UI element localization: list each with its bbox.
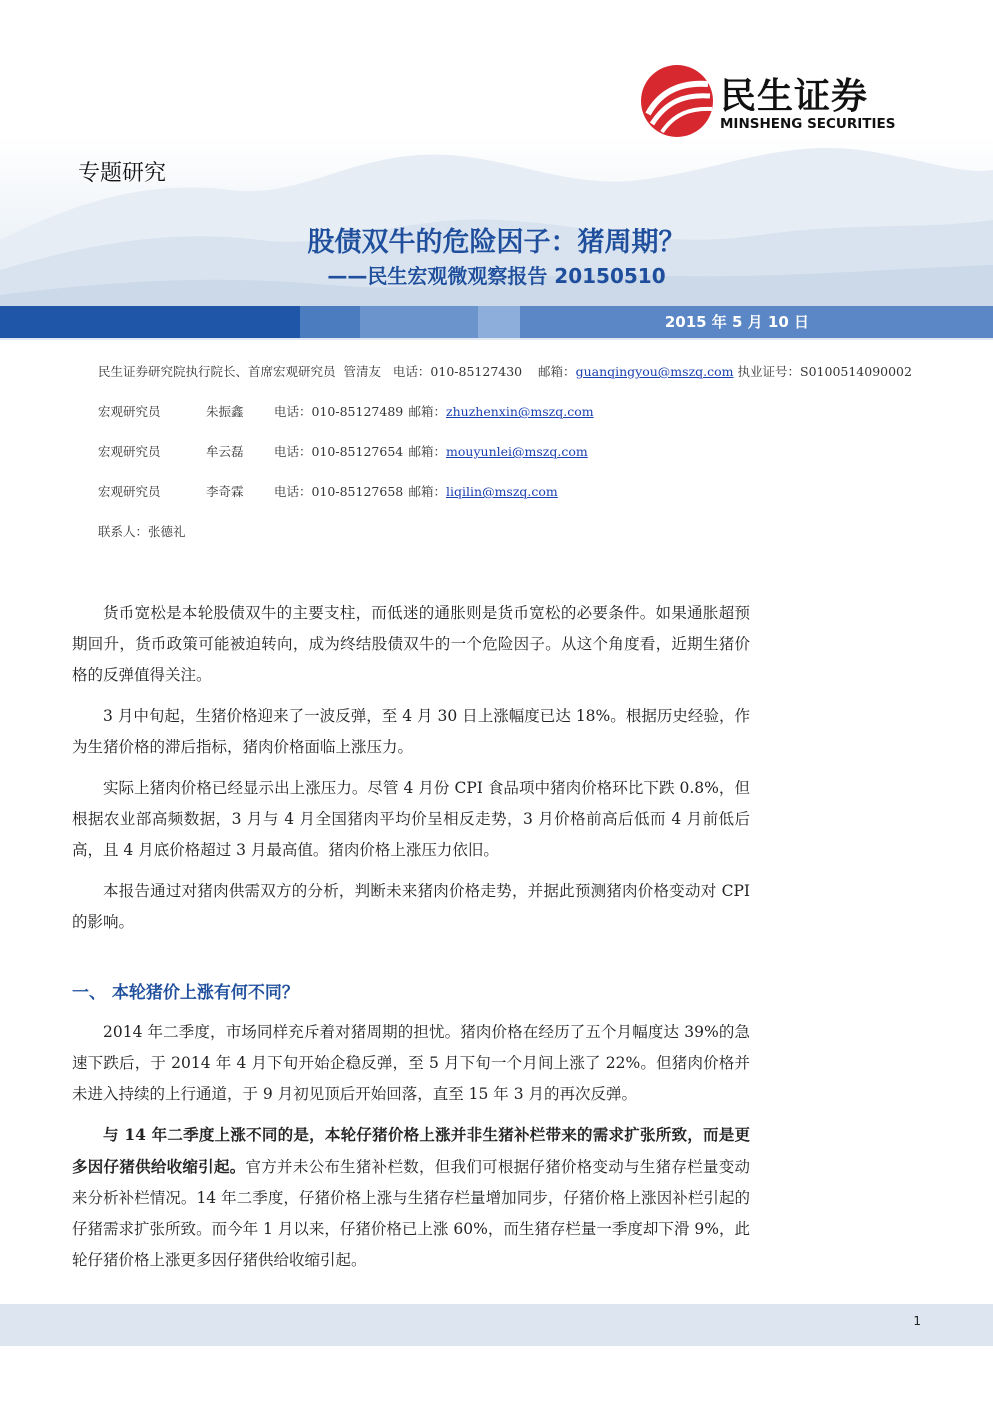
author-email-link[interactable]: zhuzhenxin@mszq.com [446,404,594,419]
author-name: 李奇霖 [206,484,244,499]
phone-label: 电话： [392,364,431,379]
summary-paragraph: 货币宽松是本轮股债双牛的主要支柱，而低迷的通胀则是货币宽松的必要条件。如果通胀超预期回升，货币政策可能被迫转向，成为终结股债双牛的一个危险因子。从这个角度看，近期生猪价格的反弹值得关注。 [72,604,750,684]
section-heading: 一、 本轮猪价上涨有何不同？ [72,983,299,1003]
phone-label: 电话： [274,484,312,499]
contact-person: 联系人：张德礼 [98,524,186,539]
email-label: 邮箱： [408,404,447,419]
summary-paragraph: 本报告通过对猪肉供需双方的分析，判断未来猪肉价格走势，并据此预测猪肉价格变动对 CPI 的影响。 [72,882,750,931]
phone-label: 电话： [274,444,312,459]
section-paragraph: 2014 年二季度，市场同样充斥着对猪周期的担忧。猪肉价格在经历了五个月幅度达 39%的急速下跌后，于 2014 年 4 月下旬开始企稳反弹，至 5 月下旬一个月间上涨了 22%。但猪肉价格并未进入持续的上行通道，于 9 月初见顶后开始回落，直至 15 年 3 月的再次反弹。 [72,1023,750,1103]
author-email-link[interactable]: mouyunlei@mszq.com [446,444,588,459]
page-number: 1 [913,1314,921,1328]
report-date: 2015 年 5 月 10 日 [664,313,809,331]
report-subtitle: ——民生宏观微观察报告 20150510 [327,264,666,288]
email-label: 邮箱： [538,364,576,379]
author-email-link[interactable]: guanqingyou@mszq.com [575,364,734,379]
author-row-lead [98,362,958,402]
paragraph-text: 官方并未公布生猪补栏数，但我们可根据仔猪价格变动与生猪存栏量变动来分析补栏情况。14 年二季度，仔猪价格上涨与生猪存栏量增加同步，仔猪价格上涨因补栏引起的仔猪需求扩张所致。而今年 1 月以来，仔猪价格已上涨 60%，而生猪存栏量一季度却下滑 9%，此轮仔猪价格上涨更多因仔猪供给收缩引起。 [72,1158,750,1269]
author-phone: 010-85127658 [311,484,404,499]
logo-english-name: MINSHENG SECURITIES [720,116,896,132]
author-phone: 010-85127430 [430,364,523,379]
summary-paragraph: 3 月中旬起，生猪价格迎来了一波反弹，至 4 月 30 日上涨幅度已达 18%。根据历史经验，作为生猪价格的滞后指标，猪肉价格面临上涨压力。 [72,707,750,756]
author-title: 宏观研究员 [98,444,161,459]
author-name: 朱振鑫 [206,404,244,419]
company-logo [638,62,928,142]
author-phone: 010-85127654 [311,444,404,459]
author-title: 民生证券研究院执行院长、首席宏观研究员 [98,364,336,379]
author-email-link[interactable]: liqilin@mszq.com [446,484,558,499]
phone-label: 电话： [274,404,312,419]
email-label: 邮箱： [408,484,447,499]
author-title: 宏观研究员 [98,484,161,499]
author-cert: S0100514090002 [800,364,912,379]
contact-row [98,522,958,562]
author-title: 宏观研究员 [98,404,161,419]
logo-chinese-name: 民生证券 [720,76,869,117]
cert-label: 执业证号： [737,364,801,379]
section-paragraph [72,1119,750,1276]
emphasis-text: 与 14 年二季度上涨不同的是，本轮仔猪价格上涨并非生猪补栏带来的需求扩张所致，而是更多因仔猪供给收缩引起。 [72,1125,750,1176]
author-row [98,442,958,482]
author-phone: 010-85127489 [311,404,404,419]
email-label: 邮箱： [408,444,447,459]
summary-paragraph: 实际上猪肉价格已经显示出上涨压力。尽管 4 月份 CPI 食品项中猪肉价格环比下跌 0.8%，但根据农业部高频数据，3 月与 4 月全国猪肉平均价呈相反走势，3 月价格前高后低而 4 月前低后高，且 4 月底价格超过 3 月最高值。猪肉价格上涨压力依旧。 [72,779,750,859]
author-row [98,482,958,522]
author-name: 管清友 [343,364,381,379]
section-body [72,1017,750,1285]
author-list [98,362,958,562]
report-title: 股债双牛的危险因子：猪周期？ [307,227,686,258]
author-name: 牟云磊 [206,444,244,459]
summary-section [72,598,750,948]
author-row [98,402,958,442]
logo-emblem-icon [638,62,716,140]
date-band [0,306,993,338]
document-type: 专题研究 [78,161,167,186]
footer-band [0,1304,993,1346]
